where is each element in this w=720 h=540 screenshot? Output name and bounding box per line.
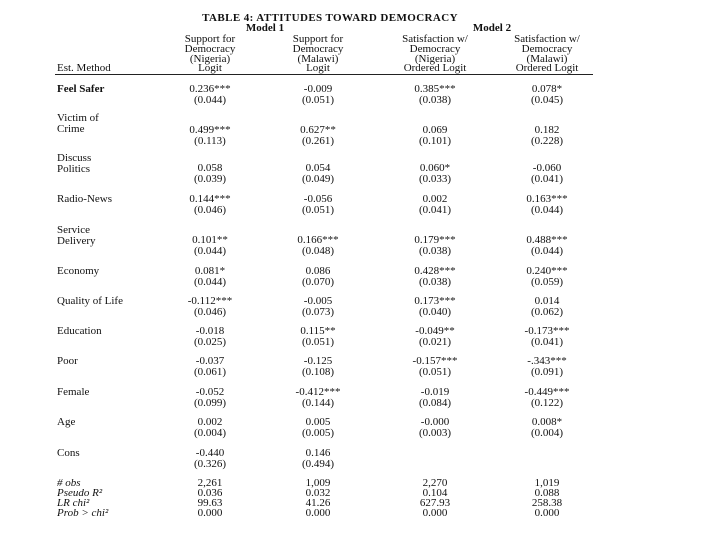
row-label: Age — [57, 416, 76, 428]
std-error-cell: (0.033) — [418, 173, 452, 185]
column-header-line: Support for — [292, 33, 344, 45]
std-error-cell: (0.108) — [301, 366, 335, 378]
column-header-line: Democracy — [184, 43, 236, 55]
coefficient-cell: -0.125 — [303, 355, 333, 367]
column-header-line: Satisfaction w/ — [402, 33, 468, 45]
coefficient-cell: -0.173*** — [524, 325, 570, 337]
est-method-value: Logit — [306, 62, 330, 74]
coefficient-cell: -0.018 — [195, 325, 225, 337]
est-method-value: Logit — [198, 62, 222, 74]
row-label: Crime — [57, 123, 85, 135]
std-error-cell: (0.025) — [193, 336, 227, 348]
std-error-cell: (0.046) — [193, 306, 227, 318]
coefficient-cell: -0.019 — [420, 386, 450, 398]
model-2-label: Model 2 — [472, 22, 512, 34]
coefficient-cell: 0.627** — [300, 124, 336, 136]
std-error-cell: (0.091) — [530, 366, 564, 378]
coefficient-cell: 0.146 — [305, 447, 331, 459]
coefficient-cell: 0.166*** — [297, 234, 339, 246]
stat-value: 0.000 — [534, 507, 560, 519]
est-method-value: Ordered Logit — [515, 62, 579, 74]
std-error-cell: (0.051) — [301, 336, 335, 348]
std-error-cell: (0.062) — [530, 306, 564, 318]
coefficient-cell: 0.173*** — [414, 295, 456, 307]
std-error-cell: (0.041) — [418, 204, 452, 216]
coefficient-cell: 0.002 — [197, 416, 223, 428]
coefficient-cell: -0.412*** — [295, 386, 341, 398]
stat-value: 1,019 — [534, 477, 560, 489]
stat-value: 627.93 — [419, 497, 451, 509]
std-error-cell: (0.494) — [301, 458, 335, 470]
row-label: Poor — [57, 355, 78, 367]
column-header-line: Satisfaction w/ — [514, 33, 580, 45]
coefficient-cell: 0.182 — [534, 124, 560, 136]
std-error-cell: (0.041) — [530, 173, 564, 185]
coefficient-cell: -0.005 — [303, 295, 333, 307]
coefficient-cell: -0.052 — [195, 386, 225, 398]
coefficient-cell: -0.056 — [303, 193, 333, 205]
row-label: Service — [57, 224, 90, 236]
coefficient-cell: 0.058 — [197, 162, 223, 174]
coefficient-cell: 0.054 — [305, 162, 331, 174]
coefficient-cell: -.343*** — [527, 355, 567, 367]
stat-value: 258.38 — [531, 497, 563, 509]
stat-value: 0.088 — [534, 487, 560, 499]
coefficient-cell: 0.236*** — [189, 83, 231, 95]
std-error-cell: (0.051) — [301, 94, 335, 106]
std-error-cell: (0.099) — [193, 397, 227, 409]
std-error-cell: (0.044) — [530, 245, 564, 257]
coefficient-cell: -0.037 — [195, 355, 225, 367]
est-method-label: Est. Method — [57, 62, 111, 74]
coefficient-cell: 0.014 — [534, 295, 560, 307]
column-header-line: Democracy — [292, 43, 344, 55]
stat-value: 0.000 — [305, 507, 331, 519]
row-label: Discuss — [57, 152, 92, 164]
coefficient-cell: -0.049** — [415, 325, 455, 337]
stat-value: 2,270 — [422, 477, 448, 489]
row-label: Delivery — [57, 235, 96, 247]
coefficient-cell: 0.144*** — [189, 193, 231, 205]
row-label: Economy — [57, 265, 100, 277]
coefficient-cell: 0.005 — [305, 416, 331, 428]
coefficient-cell: 0.240*** — [526, 265, 568, 277]
stat-value: 1,009 — [305, 477, 331, 489]
std-error-cell: (0.070) — [301, 276, 335, 288]
std-error-cell: (0.045) — [530, 94, 564, 106]
column-header-line: Democracy — [409, 43, 461, 55]
coefficient-cell: 0.163*** — [526, 193, 568, 205]
stat-value: 41.26 — [305, 497, 331, 509]
coefficient-cell: 0.086 — [305, 265, 331, 277]
column-header-line: (Malawi) — [297, 53, 339, 65]
stat-value: 0.104 — [422, 487, 448, 499]
coefficient-cell: -0.440 — [195, 447, 225, 459]
stat-label: Prob > chi² — [57, 507, 109, 519]
column-header-line: (Nigeria) — [189, 53, 231, 65]
std-error-cell: (0.044) — [193, 276, 227, 288]
row-label: Victim of — [57, 112, 99, 124]
coefficient-cell: -0.112*** — [187, 295, 233, 307]
std-error-cell: (0.005) — [301, 427, 335, 439]
coefficient-cell: -0.000 — [420, 416, 450, 428]
std-error-cell: (0.041) — [530, 336, 564, 348]
stat-value: 0.036 — [197, 487, 223, 499]
coefficient-cell: -0.157*** — [412, 355, 458, 367]
std-error-cell: (0.004) — [193, 427, 227, 439]
coefficient-cell: 0.060* — [419, 162, 451, 174]
coefficient-cell: 0.179*** — [414, 234, 456, 246]
std-error-cell: (0.059) — [530, 276, 564, 288]
column-header-line: Support for — [184, 33, 236, 45]
std-error-cell: (0.051) — [418, 366, 452, 378]
std-error-cell: (0.044) — [193, 94, 227, 106]
std-error-cell: (0.084) — [418, 397, 452, 409]
coefficient-cell: 0.385*** — [414, 83, 456, 95]
std-error-cell: (0.040) — [418, 306, 452, 318]
coefficient-cell: 0.078* — [531, 83, 563, 95]
row-label: Politics — [57, 163, 91, 175]
stat-value: 0.000 — [422, 507, 448, 519]
std-error-cell: (0.004) — [530, 427, 564, 439]
row-label: Radio-News — [57, 193, 112, 205]
coefficient-cell: 0.008* — [531, 416, 563, 428]
std-error-cell: (0.326) — [193, 458, 227, 470]
std-error-cell: (0.046) — [193, 204, 227, 216]
coefficient-cell: 0.488*** — [526, 234, 568, 246]
coefficient-cell: 0.499*** — [189, 124, 231, 136]
std-error-cell: (0.073) — [301, 306, 335, 318]
std-error-cell: (0.038) — [418, 94, 452, 106]
std-error-cell: (0.044) — [193, 245, 227, 257]
row-label: Female — [57, 386, 90, 398]
std-error-cell: (0.048) — [301, 245, 335, 257]
coefficient-cell: 0.101** — [192, 234, 228, 246]
column-header-line: (Nigeria) — [414, 53, 456, 65]
est-method-value: Ordered Logit — [403, 62, 467, 74]
std-error-cell: (0.038) — [418, 245, 452, 257]
coefficient-cell: -0.009 — [303, 83, 333, 95]
stat-label: LR chi² — [57, 497, 90, 509]
std-error-cell: (0.039) — [193, 173, 227, 185]
std-error-cell: (0.122) — [530, 397, 564, 409]
coefficient-cell: 0.069 — [422, 124, 448, 136]
std-error-cell: (0.021) — [418, 336, 452, 348]
std-error-cell: (0.113) — [194, 135, 226, 147]
stat-label: Pseudo R² — [57, 487, 103, 499]
column-header-line: Democracy — [521, 43, 573, 55]
model-1-label: Model 1 — [245, 22, 285, 34]
std-error-cell: (0.038) — [418, 276, 452, 288]
std-error-cell: (0.051) — [301, 204, 335, 216]
coefficient-cell: -0.449*** — [524, 386, 570, 398]
stat-value: 0.032 — [305, 487, 331, 499]
coefficient-cell: 0.002 — [422, 193, 448, 205]
row-label: Quality of Life — [57, 295, 123, 307]
row-label: Cons — [57, 447, 80, 459]
stat-label: # obs — [57, 477, 81, 489]
std-error-cell: (0.061) — [193, 366, 227, 378]
std-error-cell: (0.049) — [301, 173, 335, 185]
coefficient-cell: 0.081* — [194, 265, 226, 277]
coefficient-cell: 0.428*** — [414, 265, 456, 277]
row-label: Feel Safer — [57, 83, 105, 95]
stat-value: 99.63 — [197, 497, 223, 509]
std-error-cell: (0.003) — [418, 427, 452, 439]
column-header-line: (Malawi) — [526, 53, 568, 65]
std-error-cell: (0.261) — [301, 135, 335, 147]
coefficient-cell: -0.060 — [532, 162, 562, 174]
header-rule — [55, 74, 593, 75]
stat-value: 2,261 — [197, 477, 223, 489]
coefficient-cell: 0.115** — [300, 325, 336, 337]
std-error-cell: (0.044) — [530, 204, 564, 216]
std-error-cell: (0.144) — [301, 397, 335, 409]
std-error-cell: (0.228) — [530, 135, 564, 147]
stat-value: 0.000 — [197, 507, 223, 519]
row-label: Education — [57, 325, 102, 337]
std-error-cell: (0.101) — [418, 135, 452, 147]
table-title: TABLE 4: ATTITUDES TOWARD DEMOCRACY — [202, 12, 458, 24]
